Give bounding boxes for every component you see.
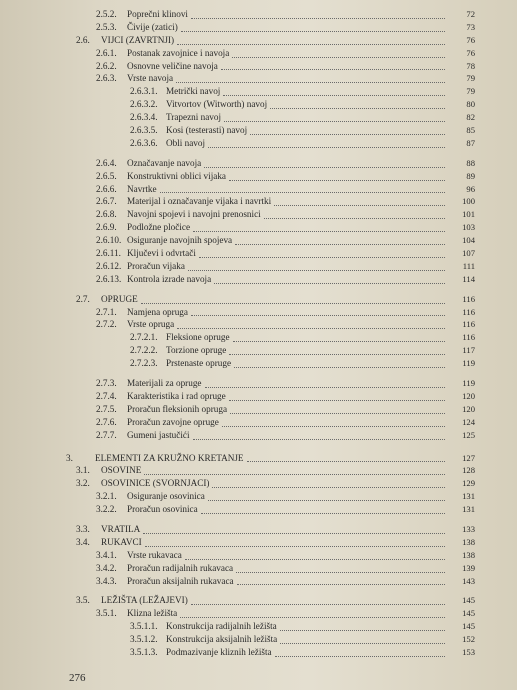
toc-entry-title: Navojni spojevi i navojni prenosnici <box>127 209 261 220</box>
toc-entry-title: OSOVINICE (SVORNJACI) <box>101 478 210 489</box>
toc-dot-leader <box>141 290 445 304</box>
toc-entry-number: 2.7.5. <box>96 403 117 414</box>
toc-dot-leader <box>177 31 445 45</box>
toc-entry-number: 3.4. <box>76 536 90 547</box>
toc-dot-leader <box>229 341 445 355</box>
toc-dot-leader <box>270 95 445 109</box>
toc-entry-number: 2.6.3.6. <box>130 137 158 148</box>
toc-entry-number: 2.7. <box>76 293 90 304</box>
toc-entry-number: 2.5.3. <box>96 21 117 32</box>
toc-entry-number: 3.5.1.1. <box>130 621 158 632</box>
toc-dot-leader <box>222 413 445 427</box>
toc-entry-number: 2.7.2.2. <box>130 345 158 356</box>
toc-entry-page: 80 <box>466 99 475 110</box>
toc-entry-page: 76 <box>466 34 475 45</box>
toc-entry-page: 128 <box>462 465 475 476</box>
toc-entry[interactable] <box>0 575 517 588</box>
toc-dot-leader <box>193 426 445 440</box>
toc-entry-title: Označavanje navoja <box>127 157 202 168</box>
toc-entry-number: 2.7.2.3. <box>130 358 158 369</box>
toc-dot-leader <box>177 315 445 329</box>
toc-entry-number: 3.5.1.3. <box>130 646 158 657</box>
toc-entry-title: Vitvortov (Witworth) navoj <box>166 99 268 110</box>
toc-entry[interactable] <box>0 503 517 516</box>
toc-entry-title: VRATILA <box>101 523 141 534</box>
toc-dot-leader <box>188 257 445 271</box>
toc-entry-number: 2.6.3.2. <box>130 99 158 110</box>
toc-entry-page: 120 <box>462 390 475 401</box>
toc-entry-page: 79 <box>466 86 475 97</box>
toc-entry-number: 3.3. <box>76 523 90 534</box>
toc-entry-number: 2.6.3.1. <box>130 86 158 97</box>
toc-entry-number: 2.6.11. <box>96 248 121 259</box>
page-number: 276 <box>69 672 86 684</box>
toc-entry-number: 2.6.3. <box>96 73 117 84</box>
toc-dot-leader <box>235 231 445 245</box>
toc-entry-number: 2.7.2.1. <box>130 332 158 343</box>
toc-entry-number: 2.6.8. <box>96 209 117 220</box>
toc-entry-title: Podložne pločice <box>127 222 191 233</box>
toc-entry-number: 3.2. <box>76 478 90 489</box>
toc-entry-page: 119 <box>462 378 475 389</box>
toc-entry-title: Metrički navoj <box>166 86 221 97</box>
toc-entry-page: 145 <box>462 608 475 619</box>
toc-dot-leader <box>250 121 445 135</box>
toc-entry[interactable] <box>0 646 517 659</box>
toc-entry-title: Vrste opruga <box>127 319 175 330</box>
toc-entry[interactable] <box>0 137 517 150</box>
toc-entry-page: 124 <box>462 416 475 427</box>
toc-entry-page: 88 <box>466 157 475 168</box>
toc-entry-number: 2.6.7. <box>96 196 117 207</box>
toc-entry-number: 3.4.2. <box>96 562 117 573</box>
toc-entry-title: Konstrukcija aksijalnih ležišta <box>166 634 278 645</box>
toc-dot-leader <box>264 205 445 219</box>
toc-entry-page: 143 <box>462 575 475 586</box>
toc-entry-title: Proračun zavojne opruge <box>127 416 219 427</box>
toc-dot-leader <box>223 82 445 96</box>
toc-entry-title: Klizna ležišta <box>127 608 178 619</box>
toc-entry-title: Proračun vijaka <box>127 260 185 271</box>
toc-dot-leader <box>201 500 445 514</box>
toc-entry-title: Fleksione opruge <box>166 332 230 343</box>
toc-entry-number: 3.2.2. <box>96 504 117 515</box>
toc-entry-page: 145 <box>462 621 475 632</box>
table-of-contents <box>0 8 517 659</box>
toc-entry-page: 127 <box>462 452 475 463</box>
toc-entry-number: 2.7.4. <box>96 390 117 401</box>
toc-entry[interactable] <box>0 273 517 286</box>
toc-entry-title: Čivije (zatici) <box>127 21 178 32</box>
toc-entry-number: 3.4.1. <box>96 549 117 560</box>
toc-entry-title: OSOVINE <box>101 465 142 476</box>
toc-entry-title: Osiguranje navojnih spojeva <box>127 235 233 246</box>
toc-entry-number: 2.7.7. <box>96 429 117 440</box>
toc-entry-page: 119 <box>462 358 475 369</box>
toc-entry-title: Osnovne veličine navoja <box>127 60 218 71</box>
toc-entry-page: 87 <box>466 137 475 148</box>
toc-entry-page: 133 <box>462 523 475 534</box>
toc-entry-number: 2.7.1. <box>96 306 117 317</box>
toc-entry-number: 2.6.3.5. <box>130 125 158 136</box>
toc-dot-leader <box>214 270 445 284</box>
toc-dot-leader <box>236 559 445 573</box>
toc-entry-number: 2.6.5. <box>96 170 117 181</box>
toc-entry-title: Kosi (testerasti) navoj <box>166 125 248 136</box>
toc-dot-leader <box>199 244 445 258</box>
toc-dot-leader <box>275 643 445 657</box>
toc-entry-number: 3.4.3. <box>96 575 117 586</box>
toc-dot-leader <box>232 44 445 58</box>
toc-entry-title: Kontrola izrade navoja <box>127 273 212 284</box>
toc-dot-leader <box>212 474 445 488</box>
toc-entry-page: 117 <box>462 345 475 356</box>
toc-dot-leader <box>145 533 445 547</box>
toc-entry-title: Postanak zavojnice i navoja <box>127 47 230 58</box>
toc-dot-leader <box>176 69 445 83</box>
toc-entry-page: 78 <box>466 60 475 71</box>
toc-dot-leader <box>191 5 445 19</box>
toc-dot-leader <box>180 604 445 618</box>
toc-entry-title: Materijali za opruge <box>127 378 202 389</box>
toc-entry-page: 79 <box>466 73 475 84</box>
toc-entry-page: 100 <box>462 196 475 207</box>
toc-entry-number: 3.1. <box>76 465 90 476</box>
toc-entry-number: 2.7.6. <box>96 416 117 427</box>
toc-dot-leader <box>181 18 445 32</box>
toc-entry-page: 125 <box>462 429 475 440</box>
toc-entry-page: 72 <box>466 9 475 19</box>
toc-entry-title: Konstrukcija radijalnih ležišta <box>166 621 277 632</box>
toc-entry-page: 111 <box>462 260 475 271</box>
toc-entry-number: 2.6.10. <box>96 235 122 246</box>
toc-entry-page: 85 <box>466 125 475 136</box>
toc-entry-title: ELEMENTI ZA KRUŽNO KRETANJE <box>95 452 244 463</box>
toc-entry-number: 2.7.3. <box>96 378 117 389</box>
toc-dot-leader <box>280 617 445 631</box>
toc-entry[interactable] <box>0 357 517 370</box>
toc-entry-number: 3. <box>66 452 73 463</box>
toc-entry-number: 3.2.1. <box>96 491 117 502</box>
toc-entry-title: Navrtke <box>127 183 157 194</box>
toc-dot-leader <box>280 630 445 644</box>
toc-dot-leader <box>229 167 445 181</box>
toc-entry-number: 2.7.2. <box>96 319 117 330</box>
toc-entry-title: Proračun radijalnih rukavaca <box>127 562 234 573</box>
toc-entry-title: VIJCI (ZAVRTNJI) <box>101 34 175 45</box>
toc-dot-leader <box>143 520 445 534</box>
toc-entry-title: Vrste rukavaca <box>127 549 182 560</box>
toc-dot-leader <box>224 108 445 122</box>
toc-dot-leader <box>160 180 445 194</box>
toc-entry-title: Proračun aksijalnih rukavaca <box>127 575 234 586</box>
toc-entry-title: Prstenaste opruge <box>166 358 232 369</box>
toc-entry-title: Karakteristika i rad opruge <box>127 390 226 401</box>
toc-entry-number: 2.6. <box>76 34 90 45</box>
toc-entry-page: 129 <box>462 478 475 489</box>
toc-dot-leader <box>233 328 445 342</box>
toc-entry-page: 116 <box>462 332 475 343</box>
toc-entry-page: 116 <box>462 306 475 317</box>
toc-entry[interactable] <box>0 429 517 442</box>
toc-entry-number: 2.6.2. <box>96 60 117 71</box>
toc-entry-number: 2.6.13. <box>96 273 122 284</box>
toc-entry-page: 82 <box>466 112 475 123</box>
toc-dot-leader <box>247 449 445 463</box>
toc-entry-title: Namjena opruga <box>127 306 188 317</box>
toc-entry-title: Poprečni klinovi <box>127 9 188 19</box>
toc-entry-title: Konstruktivni oblici vijaka <box>127 170 227 181</box>
toc-entry-title: OPRUGE <box>101 293 138 304</box>
toc-dot-leader <box>191 303 445 317</box>
toc-entry-number: 2.6.9. <box>96 222 117 233</box>
toc-entry-title: Trapezni navoj <box>166 112 222 123</box>
toc-entry-number: 3.5.1.2. <box>130 634 158 645</box>
toc-entry-page: 104 <box>462 235 475 246</box>
toc-entry-number: 2.6.1. <box>96 47 117 58</box>
toc-dot-leader <box>191 591 445 605</box>
toc-entry-page: 120 <box>462 403 475 414</box>
toc-dot-leader <box>274 192 445 206</box>
toc-entry-page: 96 <box>466 183 475 194</box>
toc-dot-leader <box>229 387 445 401</box>
toc-dot-leader <box>193 218 445 232</box>
toc-entry-number: 2.6.6. <box>96 183 117 194</box>
toc-entry-page: 139 <box>462 562 475 573</box>
toc-entry-title: LEŽIŠTA (LEŽAJEVI) <box>101 595 188 606</box>
toc-dot-leader <box>205 374 446 388</box>
toc-entry-page: 145 <box>462 595 475 606</box>
toc-dot-leader <box>185 546 445 560</box>
toc-entry-title: Podmazivanje kliznih ležišta <box>166 646 272 657</box>
toc-entry-number: 2.6.12. <box>96 260 122 271</box>
toc-dot-leader <box>204 154 445 168</box>
toc-entry-page: 116 <box>462 293 475 304</box>
toc-entry-title: Proračun osovinica <box>127 504 198 515</box>
toc-entry-page: 73 <box>466 21 475 32</box>
toc-entry-page: 103 <box>462 222 475 233</box>
toc-entry-page: 153 <box>462 646 475 657</box>
toc-dot-leader <box>221 57 445 71</box>
toc-entry-title: Osiguranje osovinica <box>127 491 205 502</box>
toc-dot-leader <box>230 400 445 414</box>
toc-dot-leader <box>208 134 445 148</box>
toc-entry-title: Gumeni jastučići <box>127 429 190 440</box>
toc-entry-title: Torzione opruge <box>166 345 227 356</box>
toc-entry-page: 76 <box>466 47 475 58</box>
toc-entry-number: 2.5.2. <box>96 9 117 19</box>
toc-entry-page: 107 <box>462 248 475 259</box>
toc-entry-page: 131 <box>462 491 475 502</box>
toc-entry-page: 138 <box>462 549 475 560</box>
toc-entry-title: Ključevi i odvrtači <box>127 248 196 259</box>
toc-entry-number: 3.5.1. <box>96 608 117 619</box>
toc-dot-leader <box>144 461 445 475</box>
toc-entry-number: 2.6.3.4. <box>130 112 158 123</box>
toc-entry-page: 101 <box>462 209 475 220</box>
toc-entry-page: 116 <box>462 319 475 330</box>
toc-entry-title: Materijal i označavanje vijaka i navrtki <box>127 196 272 207</box>
toc-entry-number: 3.5. <box>76 595 90 606</box>
toc-dot-leader <box>234 354 445 368</box>
toc-entry-title: Proračun fleksionih opruga <box>127 403 228 414</box>
toc-entry-title: Obli navoj <box>166 137 206 148</box>
toc-dot-leader <box>208 487 445 501</box>
toc-entry-title: Vrste navoja <box>127 73 174 84</box>
toc-dot-leader <box>237 572 445 586</box>
toc-entry-page: 152 <box>462 634 475 645</box>
toc-entry-page: 114 <box>462 273 475 284</box>
toc-entry-page: 138 <box>462 536 475 547</box>
toc-entry-page: 131 <box>462 504 475 515</box>
toc-entry-page: 89 <box>466 170 475 181</box>
toc-entry-number: 2.6.4. <box>96 157 117 168</box>
toc-entry-title: RUKAVCI <box>101 536 142 547</box>
